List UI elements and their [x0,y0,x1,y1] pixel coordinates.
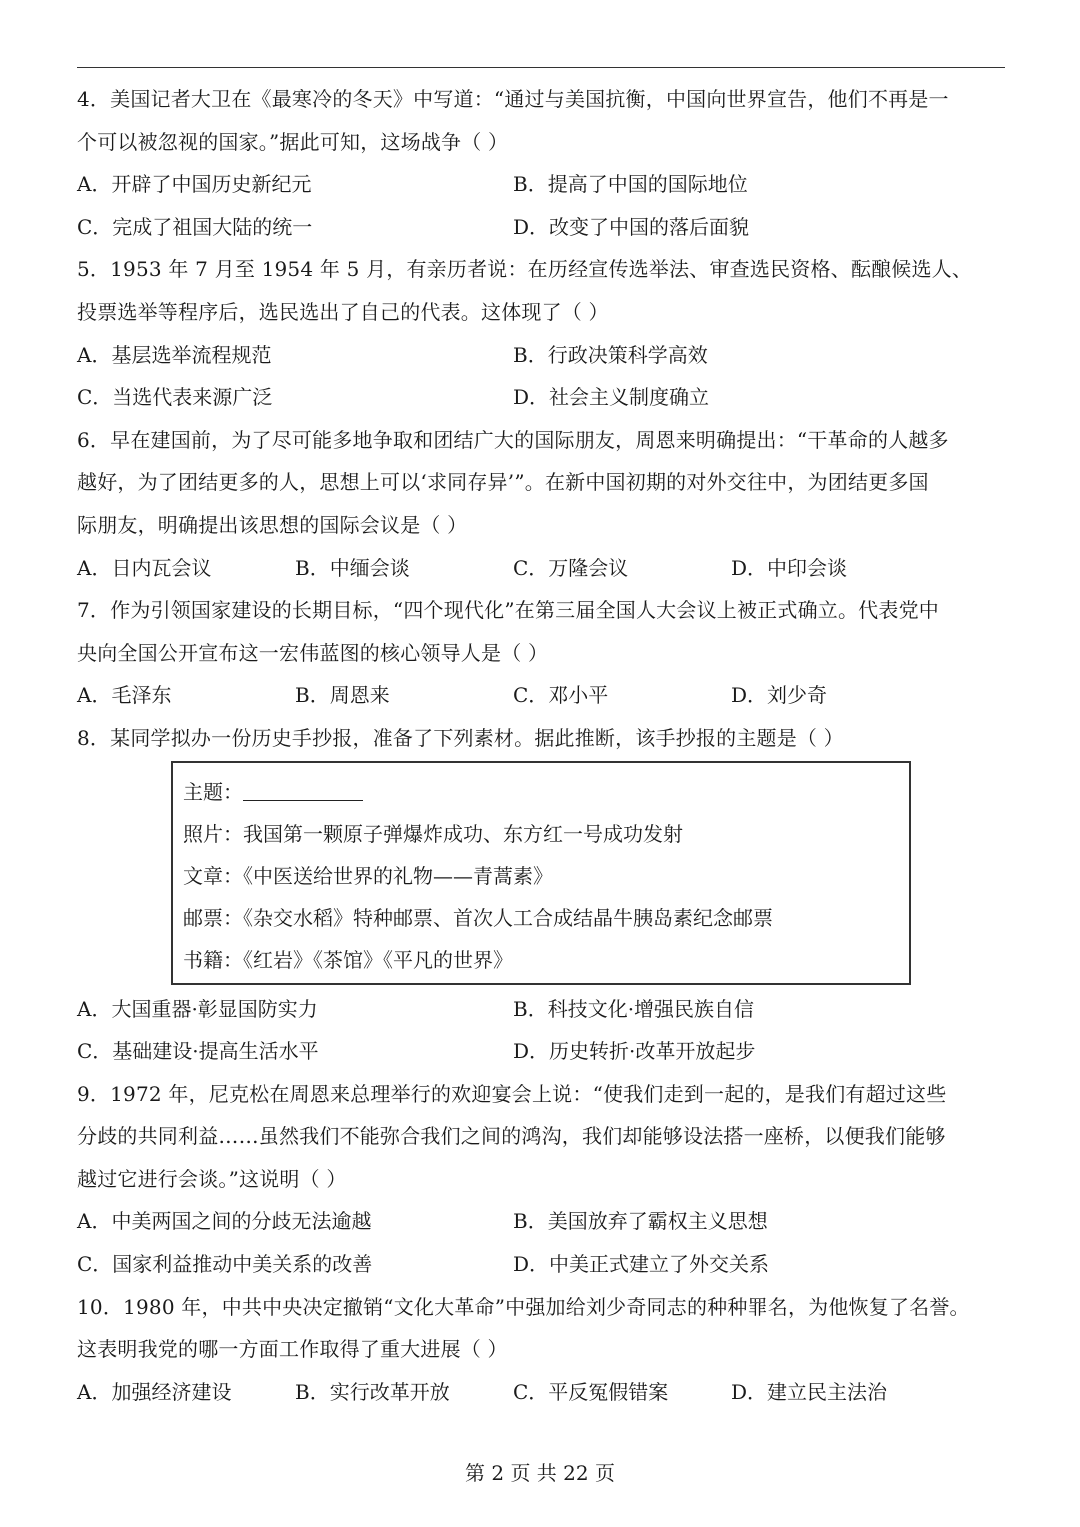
question-9 [77,1073,1005,1286]
header-rule [77,67,1005,68]
option-c: C．完成了祖国大陆的统一 [77,214,313,239]
option-row [77,988,1005,1031]
option-a: A．中美两国之间的分歧无法逾越 [77,1209,372,1234]
question-text: 分歧的共同利益……虽然我们不能弥合我们之间的鸿沟，我们却能够设法搭一座桥，以便我们能够 [77,1124,946,1149]
photo-line: 照片：我国第一颗原子弹爆炸成功、东方红一号成功发射 [183,821,683,846]
option-row [77,1200,1005,1243]
books-line: 书籍：《红岩》《茶馆》《平凡的世界》 [183,947,513,972]
option-d: D．改变了中国的落后面貌 [513,214,750,239]
option-b: B．实行改革开放 [295,1379,450,1404]
question-text: 7．作为引领国家建设的长期目标，“四个现代化”在第三届全国人大会议上被正式确立。代表党中 [77,598,939,623]
option-a: A．毛泽东 [77,683,172,708]
option-row [77,1371,1005,1414]
option-row [77,1030,1005,1073]
option-c: C．基础建设·提高生活水平 [77,1039,319,1064]
question-text: 这表明我党的哪一方面工作取得了重大进展（ ） [77,1337,508,1362]
theme-blank [243,778,363,801]
question-10 [77,1286,1005,1414]
option-b: B．科技文化·增强民族自信 [513,996,755,1021]
option-c: C．平反冤假错案 [513,1379,669,1404]
option-a: A．大国重器·彰显国防实力 [77,996,318,1021]
question-text: 9．1972 年，尼克松在周恩来总理举行的欢迎宴会上说：“使我们走到一起的，是我们有超过这些 [77,1081,947,1106]
option-b: B．美国放弃了霸权主义思想 [513,1209,768,1234]
option-b: B．行政决策科学高效 [513,342,708,367]
option-d: D．建立民主法治 [731,1379,888,1404]
option-row [77,674,1005,717]
option-d: D．社会主义制度确立 [513,385,710,410]
question-text: 个可以被忽视的国家。”据此可知，这场战争（ ） [77,129,509,154]
question-text: 5．1953 年 7 月至 1954 年 5 月，有亲历者说：在历经宣传选举法、审查选民资格、酝酿候选人、 [77,257,973,282]
article-line: 文章：《中医送给世界的礼物——青蒿素》 [183,863,553,888]
option-d: D．历史转折·改革开放起步 [513,1039,756,1064]
question-text: 8．某同学拟办一份历史手抄报，准备了下列素材。据此推断，该手抄报的主题是（ ） [77,725,844,750]
option-c: C．当选代表来源广泛 [77,385,273,410]
option-a: A．开辟了中国历史新纪元 [77,172,312,197]
option-d: D．中美正式建立了外交关系 [513,1252,770,1277]
option-a: A．基层选举流程规范 [77,342,272,367]
option-row [77,1243,1005,1286]
option-c: C．国家利益推动中美关系的改善 [77,1252,373,1277]
exam-content [77,78,1005,1413]
option-a: A．日内瓦会议 [77,555,212,580]
question-4 [77,78,1005,248]
question-text: 4．美国记者大卫在《最寒冷的冬天》中写道：“通过与美国抗衡，中国向世界宣告，他们不再是一 [77,87,949,111]
question-text: 10．1980 年，中共中央决定撤销“文化大革命”中强加给刘少奇同志的种种罪名，为他恢复了名誉。 [77,1294,970,1319]
question-text: 越好，为了团结更多的人，思想上可以‘求同存异’”。在新中国初期的对外交往中，为团结更多国 [77,470,929,495]
question-7 [77,589,1005,717]
page-footer: 第 2 页 共 22 页 [465,1461,615,1485]
question-text: 投票选举等程序后，选民选出了自己的代表。这体现了（ ） [77,299,609,324]
theme-label: 主题： [183,779,243,804]
option-b: B．周恩来 [295,683,390,708]
option-b: B．中缅会谈 [295,555,410,580]
option-b: B．提高了中国的国际地位 [513,172,748,197]
option-row [77,206,1005,249]
option-row [77,376,1005,419]
question-text: 央向全国公开宣布这一宏伟蓝图的核心领导人是（ ） [77,640,549,665]
question-text: 越过它进行会谈。”这说明（ ） [77,1166,347,1191]
theme-line [183,771,899,813]
option-row [77,163,1005,206]
option-c: C．万隆会议 [513,555,629,580]
option-d: D．中印会谈 [731,555,848,580]
question-text: 际朋友，明确提出该思想的国际会议是（ ） [77,512,468,537]
option-row [77,334,1005,377]
question-text: 6．早在建国前，为了尽可能多地争取和团结广大的国际朋友，周恩来明确提出：“干革命的人越多 [77,427,949,452]
material-box [171,761,911,985]
stamps-line: 邮票：《杂交水稻》特种邮票、首次人工合成结晶牛胰岛素纪念邮票 [183,905,773,930]
question-8 [77,717,1005,1073]
option-row [77,547,1005,590]
option-d: D．刘少奇 [731,683,828,708]
question-6 [77,419,1005,589]
option-a: A．加强经济建设 [77,1379,232,1404]
question-5 [77,248,1005,418]
option-c: C．邓小平 [513,683,609,708]
